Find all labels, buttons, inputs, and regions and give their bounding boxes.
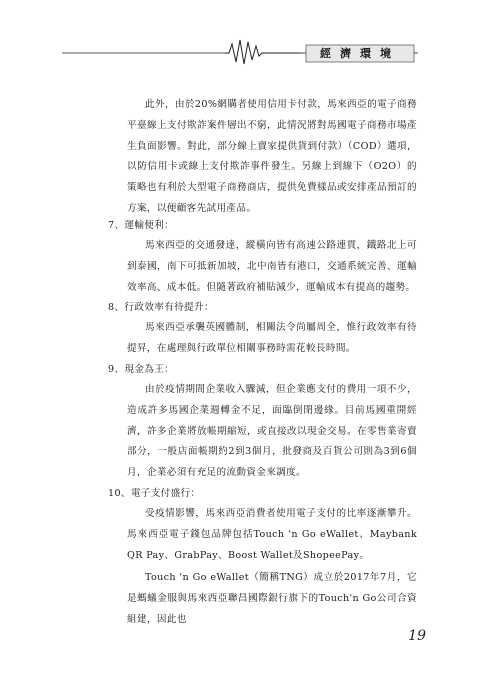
paragraph-ecommerce-fraud: 此外，由於20%網購者使用信用卡付款，馬來西亞的電子商務平臺線上支付欺詐案件層出不窮，此情況將對馬國電子商務市場產生負面影響。對此，部分線上賣家提供貨到付款）（COD）選項，以防信用卡或線上支付欺詐事件發生。另線上到線下（O2O）的策略也有利於大型電子商務商店，提供免費樣品或安排產品預訂的方案，以便顧客先試用產品。 <box>127 99 417 214</box>
paragraph-tng-ewallet: Touch 'n Go eWallet（簡稱TNG）成立於2017年7月，它是螞蟻金服與馬來西亞聯昌國際銀行旗下的Touch'n Go公司合資組建，因此也 <box>127 572 417 625</box>
item-10-heading: 10、電子支付盛行： <box>108 488 201 499</box>
page-header <box>0 0 480 70</box>
item-9-heading: 9、現金為王： <box>108 364 175 375</box>
item-8-heading: 8、行政效率有待提升： <box>108 302 214 313</box>
paragraph-cash-is-king: 由於疫情期間企業收入驟減，但企業應支付的費用一項不少，造成許多馬國企業週轉金不足，面臨倒閉邊緣。目前馬國重開經濟，許多企業將放帳期縮短，或直接改以現金交易。在零售業寄賣部分，一般店面帳期約2到3個月，批發商及百貨公司則為3到6個月，企業必須有充足的流動資金來調度。 <box>127 384 417 479</box>
item-7-heading: 7、運輸便利： <box>108 220 175 231</box>
section-title: 經濟環境 <box>320 47 400 60</box>
paragraph-e-payment: 受疫情影響，馬來西亞消費者使用電子支付的比率逐漸攀升。馬來西亞電子錢包品牌包括Touch 'n Go eWallet、Maybank QR Pay、GrabPay、Boost Wallet及ShopeePay。 <box>127 508 417 561</box>
paragraph-admin-efficiency: 馬來西亞承襲英國體制，相關法令尚屬周全，惟行政效率有待提昇，在處理與行政單位相關事務時需花較長時間。 <box>127 322 417 354</box>
page-number: 19 <box>408 628 426 644</box>
paragraph-transport: 馬來西亞的交通發達，縱橫向皆有高速公路連貫，鐵路北上可到泰國，南下可抵新加坡，北中南皆有港口，交通系統完善、運輸效率高、成本低。但隨著政府補貼減少，運輸成本有提高的趨勢。 <box>127 240 417 293</box>
